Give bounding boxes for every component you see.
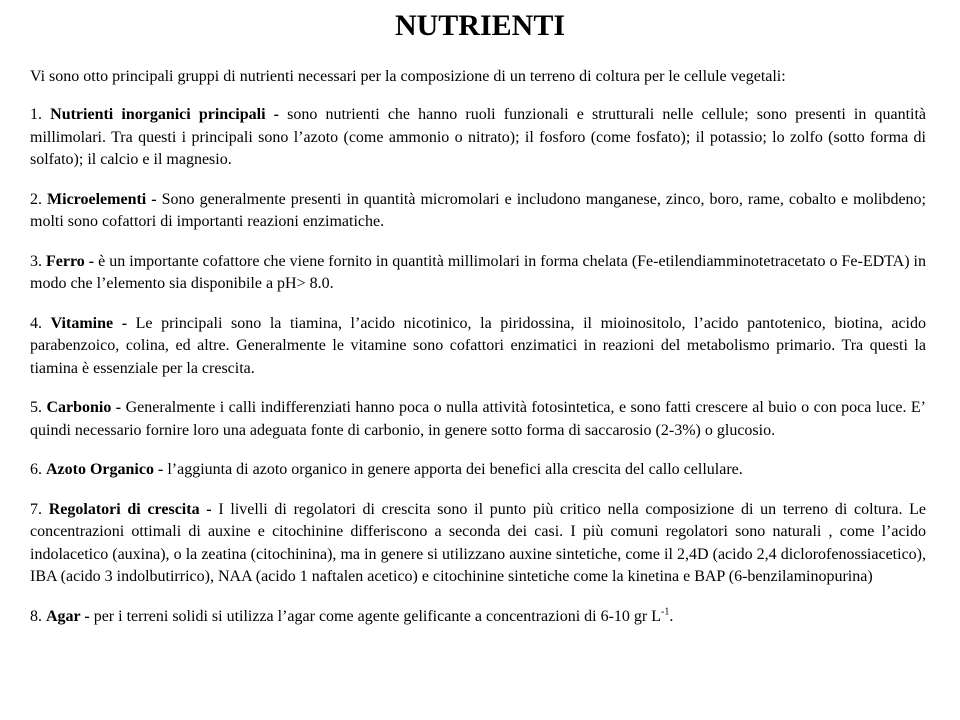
intro-text: Vi sono otto principali gruppi di nutrienti necessari per la composizione di un terreno di coltura per le cellule vegetali: [30, 68, 786, 85]
item-body: Generalmente i calli indifferenziati hanno poca o nulla attività fotosintetica, e sono fatti crescere al buio o con poca luce. E’ quindi necessario fornire loro una adeguata fonte di carbonio, in genere sotto forma di saccarosio (2-3%) o glucosio. [30, 399, 926, 439]
item-heading: Agar - [46, 607, 90, 625]
item-number: 5. [30, 399, 42, 416]
item-heading: Microelementi - [47, 190, 157, 208]
item-heading: Nutrienti inorganici principali - [50, 106, 279, 123]
list-item-2 [30, 189, 926, 234]
list-item-6 [30, 459, 926, 482]
list-item-7 [30, 499, 926, 589]
nutrient-list [30, 104, 926, 645]
list-item-5 [30, 397, 926, 442]
item-body: per i terreni solidi si utilizza l’agar come agente gelificante a concentrazioni di 6-10 gr L [93, 607, 662, 625]
item-number: 8. [30, 607, 42, 625]
item-number: 6. [30, 461, 42, 478]
item-body: sono nutrienti che hanno ruoli funzionali e strutturali nelle cellule; sono presenti in quantità millimolari. Tra questi i principali sono l’azoto (come ammonio o nitrato); il fosforo (come fosfato); il potassio; lo zolfo (sotto forma di solfato); il calcio e il magnesio. [30, 106, 927, 168]
list-item-1 [30, 104, 926, 172]
list-item-4 [30, 313, 926, 381]
page-title: NUTRIENTI [394, 9, 566, 42]
item-tail: . [669, 607, 674, 625]
item-heading: Ferro - [46, 252, 95, 270]
item-heading: Regolatori di crescita - [48, 500, 212, 518]
item-heading: Carbonio - [46, 399, 122, 416]
list-item-8 [30, 606, 926, 629]
item-heading: Vitamine - [50, 314, 128, 332]
unit-exponent: -1 [661, 606, 670, 618]
item-body: I livelli di regolatori di crescita sono il punto più critico nella composizione di un terreno di coltura. Le concentrazioni ottimali di auxine e citochinine differiscono a seconda dei casi. I più comuni regolatori sono naturali , come l’acido indolacetico (auxina), o la zeatina (citochinina), ma in genere si utilizzano auxine sintetiche, come il 2,4D (acido 2,4 diclorofenossiacetico), IBA (acido 3 indolbutirrico), NAA (acido 1 naftalen acetico) e citochinine sintetiche come la kinetina e BAP (6-benzilaminopurina) [30, 500, 927, 585]
item-number: 2. [30, 190, 42, 208]
list-item-3 [30, 251, 926, 296]
item-number: 1. [30, 106, 42, 123]
item-body: l’aggiunta di azoto organico in genere apporta dei benefici alla crescita del callo cellulare. [167, 461, 743, 478]
item-heading: Azoto Organico - [46, 461, 164, 478]
item-number: 3. [30, 252, 42, 270]
item-body: Le principali sono la tiamina, l’acido nicotinico, la piridossina, il mioinositolo, l’acido pantotenico, biotina, acido parabenzoico, colina, ed altre. Generalmente le vitamine sono cofattori enzimatici in reazioni del metabolismo primario. Tra questi la tiamina è essenziale per la crescita. [30, 314, 926, 377]
item-body: Sono generalmente presenti in quantità micromolari e includono manganese, zinco, boro, rame, cobalto e molibdeno; molti sono cofattori di importanti reazioni enzimatiche. [30, 190, 927, 230]
item-number: 4. [30, 314, 42, 332]
item-number: 7. [30, 500, 42, 518]
item-body: è un importante cofattore che viene fornito in quantità millimolari in forma chelata (Fe-etilendiamminotetracetato o Fe-EDTA) in modo che l’elemento sia disponibile a pH> 8.0. [30, 252, 927, 292]
